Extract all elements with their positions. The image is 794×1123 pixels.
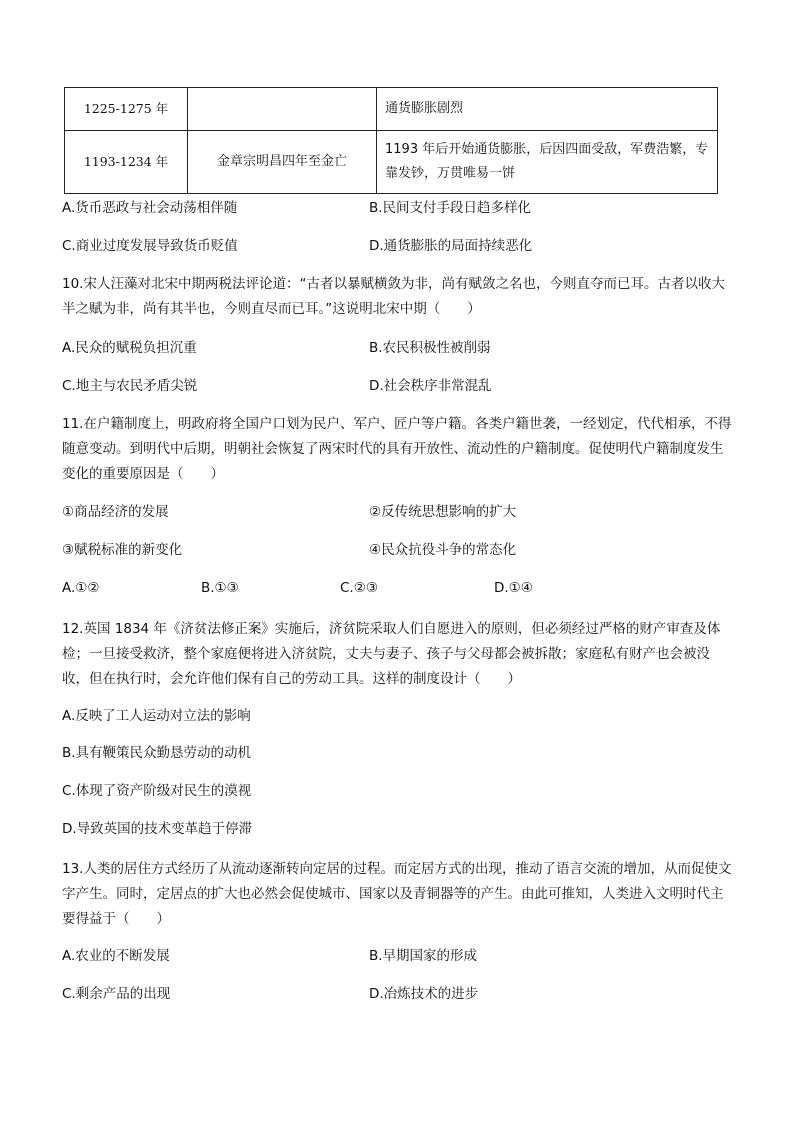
q11-item-3: ③赋税标准的新变化 bbox=[62, 542, 183, 558]
q11-stem: 11.在户籍制度上，明政府将全国户口划为民户、军户、匠户等户籍。各类户籍世袭，一经划定，代代相承，不得随意变动。到明代中后期，明朝社会恢复了两宋时代的具有开放性、流动性的户籍制度。促使明代户籍制度发生变化的重要原因是（ ） bbox=[62, 416, 732, 482]
q12-option-d: D.导致英国的技术变革趋于停滞 bbox=[62, 821, 253, 837]
q11-item-1: ①商品经济的发展 bbox=[62, 504, 169, 520]
q9-option-b: B.民间支付手段日趋多样化 bbox=[369, 200, 532, 216]
q11-option-c: C.②③ bbox=[340, 580, 378, 596]
q9-option-a: A.货币恶政与社会动荡相伴随 bbox=[62, 200, 238, 216]
dynasty-cell bbox=[188, 88, 377, 131]
q9-option-c: C.商业过度发展导致货币贬值 bbox=[62, 238, 238, 254]
q12-option-b: B.具有鞭策民众勤恳劳动的动机 bbox=[62, 745, 252, 761]
q10-option-d: D.社会秩序非常混乱 bbox=[369, 378, 492, 394]
table-row bbox=[65, 131, 718, 194]
q13-option-c: C.剩余产品的出现 bbox=[62, 986, 171, 1002]
dynasty-cell: 金章宗明昌四年至金亡 bbox=[188, 131, 377, 194]
note-cell: 1193 年后开始通货膨胀，后因四面受敌，军费浩繁，专靠发钞，万贯唯易一饼 bbox=[377, 131, 718, 194]
q13-option-a: A.农业的不断发展 bbox=[62, 948, 170, 964]
q9-option-d: D.通货膨胀的局面持续恶化 bbox=[369, 238, 533, 254]
q13-option-b: B.早期国家的形成 bbox=[369, 948, 478, 964]
inflation-history-table bbox=[64, 87, 718, 194]
q10-option-a: A.民众的赋税负担沉重 bbox=[62, 340, 197, 356]
q11-option-a: A.①② bbox=[62, 580, 100, 596]
q11-item-2: ②反传统思想影响的扩大 bbox=[369, 504, 517, 520]
q13-option-d: D.冶炼技术的进步 bbox=[369, 986, 479, 1002]
table-row bbox=[65, 88, 718, 131]
q11-option-d: D.①④ bbox=[494, 580, 533, 596]
q12-option-a: A.反映了工人运动对立法的影响 bbox=[62, 708, 251, 724]
q11-option-b: B.①③ bbox=[201, 580, 239, 596]
q10-option-c: C.地主与农民矛盾尖锐 bbox=[62, 378, 198, 394]
q11-item-4: ④民众抗役斗争的常态化 bbox=[369, 542, 517, 558]
q12-option-c: C.体现了资产阶级对民生的漠视 bbox=[62, 783, 252, 799]
period-cell: 1193-1234 年 bbox=[65, 131, 188, 194]
period-cell: 1225-1275 年 bbox=[65, 88, 188, 131]
q12-stem: 12.英国 1834 年《济贫法修正案》实施后，济贫院采取人们自愿进入的原则，但必须经过严格的财产审查及体检；一旦接受救济，整个家庭便将进入济贫院，丈夫与妻子、孩子与父母都会被拆散；家庭私有财产也会被没收，但在执行时，会允许他们保有自己的劳动工具。这样的制度设计（ ） bbox=[62, 621, 721, 687]
q10-stem: 10.宋人汪藻对北宋中期两税法评论道：“古者以暴赋横敛为非，尚有赋敛之名也，今则直夺而已耳。古者以收大半之赋为非，尚有其半也，今则直尽而已耳。”这说明北宋中期（ ） bbox=[62, 276, 725, 317]
q13-stem: 13.人类的居住方式经历了从流动逐渐转向定居的过程。而定居方式的出现，推动了语言交流的增加，从而促使文字产生。同时，定居点的扩大也必然会促使城市、国家以及青铜器等的产生。由此可推知，人类进入文明时代主要得益于（ ） bbox=[62, 861, 732, 927]
note-cell: 通货膨胀剧烈 bbox=[377, 88, 718, 131]
q10-option-b: B.农民积极性被削弱 bbox=[369, 340, 491, 356]
